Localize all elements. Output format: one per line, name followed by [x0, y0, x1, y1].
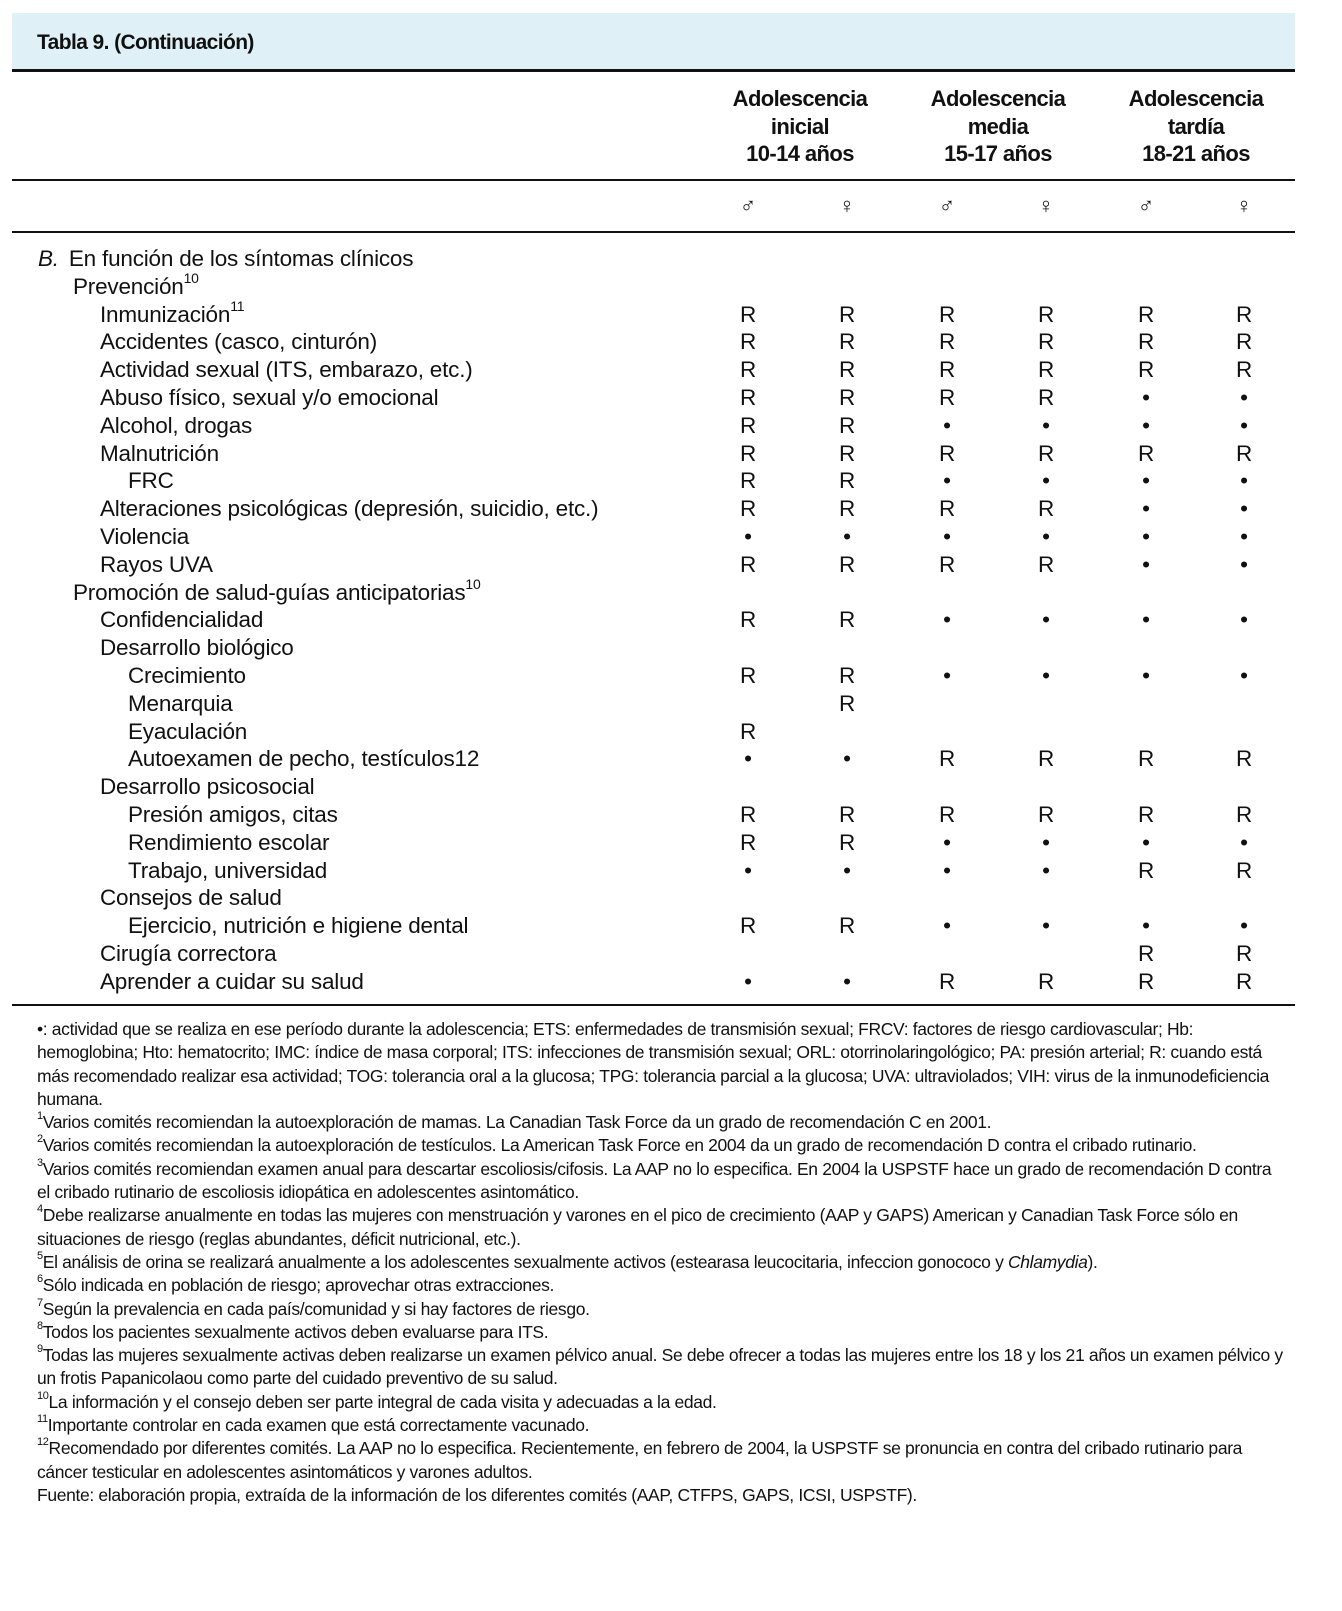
table-row: [0, 606, 1342, 634]
footnote: [37, 1344, 1287, 1391]
recommended-mark: R: [938, 968, 956, 994]
row-label-text: Trabajo, universidad: [128, 857, 328, 883]
recommended-mark: R: [1235, 357, 1253, 383]
recommended-mark: R: [739, 829, 757, 855]
activity-dot: •: [1042, 524, 1050, 549]
activity-dot: •: [1042, 663, 1050, 688]
row-label: [73, 269, 199, 301]
row-label: [128, 690, 233, 718]
recommended-mark: R: [739, 913, 757, 939]
table-row: [0, 356, 1342, 384]
footnote-text: Varios comités recomiendan examen anual para descartar escoliosis/cifosis. La AAP no lo especifica. En 2004 la USPSTF hace un grado de recomendación D contra el cribado rutinario de escoliosis idiopática en adolescentes asintomático.: [37, 1158, 1272, 1203]
footnote: [37, 1321, 1287, 1344]
recommended-mark: R: [1235, 746, 1253, 772]
footnote-text: •: actividad que se realiza en ese período durante la adolescencia; ETS: enfermedades de transmisión sexual; FRCV: factores de riesgo cardiovascular; Hb: hemoglobina; Hto: hematocrito; IMC: índice de masa corporal; ITS: infecciones de transmisión sexual; ORL: otorrinolaringológico; PA: presión arterial; R: cuando está más recomendado realizar esa actividad; TOG: tolerancia oral a la glucosa; TPG: tolerancia parcial a la glucosa; UVA: ultraviolados; VIH: virus de la inmunodeficiencia humana.: [37, 1019, 1270, 1109]
activity-dot: •: [943, 663, 951, 688]
footnote-number: 4: [37, 1203, 43, 1216]
row-label: [38, 245, 413, 273]
activity-dot: •: [1240, 663, 1248, 688]
recommended-mark: R: [1037, 357, 1055, 383]
recommended-mark: R: [838, 802, 856, 827]
footnote: [37, 1204, 1287, 1251]
row-label: [100, 523, 189, 551]
footnote: [37, 1018, 1287, 1111]
recommended-mark: R: [838, 440, 856, 466]
row-label-text: Abuso físico, sexual y/o emocional: [100, 385, 439, 410]
activity-dot: •: [1240, 607, 1248, 633]
recommended-mark: R: [838, 329, 856, 355]
row-label: [100, 773, 314, 801]
table-row: [0, 884, 1342, 912]
footnote-text: ).: [1087, 1251, 1098, 1272]
table-row: [0, 328, 1342, 356]
divider: [12, 231, 1295, 233]
recommended-mark: R: [938, 802, 956, 827]
recommended-mark: R: [838, 551, 856, 577]
row-label-text: Ejercicio, nutrición e higiene dental: [128, 913, 469, 939]
group-line: media: [967, 113, 1029, 139]
activity-dot: •: [1142, 663, 1150, 688]
row-label: [100, 968, 364, 996]
recommended-mark: R: [1037, 746, 1055, 772]
recommended-mark: R: [838, 829, 856, 855]
table-row: [0, 523, 1342, 551]
footnote: [37, 1437, 1287, 1484]
group-header-tardia: [1096, 85, 1296, 168]
row-label: [73, 575, 481, 607]
footnote-number: 10: [37, 1389, 49, 1402]
footnote-ref: 11: [230, 297, 245, 314]
row-label-text: Eyaculación: [128, 718, 248, 744]
row-label-text: Rayos UVA: [100, 551, 213, 577]
recommended-mark: R: [938, 357, 956, 383]
group-line: tardía: [1167, 113, 1225, 139]
recommended-mark: R: [838, 301, 856, 327]
footnote-text: Recomendado por diferentes comités. La AAP no lo especifica. Recientemente, en febrero de 2004, la USPSTF se pronuncia en contra del cribado rutinario para cáncer testicular en adolescentes asintomáticos y varones adultos.: [37, 1438, 1243, 1482]
footnote-text: Varios comités recomiendan la autoexploración de mamas. La Canadian Task Force da un grado de recomendación C en 2001.: [42, 1112, 992, 1133]
footnote: [37, 1251, 1287, 1274]
row-label: [128, 801, 338, 829]
activity-dot: •: [1142, 524, 1150, 549]
table-row: [0, 495, 1342, 523]
activity-dot: •: [1240, 468, 1248, 494]
footnote-number: 12: [37, 1436, 49, 1449]
recommended-mark: R: [1235, 301, 1253, 327]
activity-dot: •: [1042, 607, 1050, 633]
row-label: [100, 297, 245, 329]
footnote-number: 5: [37, 1249, 43, 1262]
footnote-number: 7: [37, 1296, 43, 1309]
recommended-mark: R: [1137, 968, 1155, 994]
recommended-mark: R: [739, 329, 757, 355]
recommended-mark: R: [1235, 968, 1253, 994]
table-title: Tabla 9. (Continuación): [37, 31, 254, 54]
recommended-mark: R: [1137, 329, 1155, 355]
row-label-text: FRC: [128, 468, 174, 494]
footnote-text: El análisis de orina se realizará anualmente a los adolescentes sexualmente activos (estearasa leucocitaria, infeccion gonococo y: [42, 1251, 1008, 1272]
table-row: [0, 297, 1342, 329]
row-label-text: Menarquia: [128, 690, 233, 716]
activity-dot: •: [1142, 913, 1150, 939]
activity-dot: •: [1042, 412, 1050, 438]
footnote-number: 2: [37, 1133, 43, 1146]
section-letter: B.: [38, 246, 59, 271]
activity-dot: •: [1240, 551, 1248, 577]
activity-dot: •: [1042, 829, 1050, 855]
footnote-text: Todos los pacientes sexualmente activos deben evaluarse para ITS.: [42, 1321, 549, 1342]
group-line: 15-17 años: [944, 141, 1052, 166]
activity-dot: •: [744, 524, 752, 549]
table-row: [0, 940, 1342, 968]
table-row: [0, 690, 1342, 718]
recommended-mark: R: [938, 440, 956, 466]
activity-dot: •: [843, 524, 851, 549]
row-label-text: Promoción de salud-guías anticipatorias: [73, 579, 466, 605]
table-row: [0, 662, 1342, 690]
group-line: Adolescencia: [732, 86, 868, 111]
recommended-mark: R: [1137, 802, 1155, 827]
table-row: [0, 467, 1342, 495]
footnote-number: 1: [37, 1110, 43, 1123]
footnote-text: Debe realizarse anualmente en todas las mujeres con menstruación y varones en el pico de crecimiento (AAP y GAPS) American y Canadian Task Force sólo en situaciones de riesgo (reglas abundantes, déficit nutricional, etc.).: [37, 1205, 1238, 1249]
row-label-text: Crecimiento: [128, 663, 246, 688]
table-row: [0, 384, 1342, 412]
recommended-mark: R: [1037, 301, 1055, 327]
footnote-ref: 10: [465, 575, 481, 592]
activity-dot: •: [1142, 551, 1150, 577]
footnote-ref: 10: [183, 269, 199, 286]
row-label: [100, 606, 263, 634]
activity-dot: •: [943, 524, 951, 549]
footnote-text: Sólo indicada en población de riesgo; aprovechar otras extracciones.: [42, 1275, 555, 1296]
footnote: [37, 1274, 1287, 1297]
recommended-mark: R: [1037, 496, 1055, 522]
row-label: [100, 412, 252, 440]
recommended-mark: R: [1137, 941, 1155, 966]
footnote: [37, 1391, 1287, 1414]
table-row: [0, 551, 1342, 579]
activity-dot: •: [1142, 607, 1150, 633]
recommended-mark: R: [1037, 802, 1055, 827]
footnote-text: Según la prevalencia en cada país/comunidad y si hay factores de riesgo.: [42, 1298, 590, 1319]
row-label: [128, 662, 246, 690]
activity-dot: •: [1240, 412, 1248, 438]
group-line: Adolescencia: [1128, 86, 1264, 111]
recommended-mark: R: [739, 496, 757, 522]
footnotes: [37, 1018, 1287, 1507]
activity-dot: •: [1042, 468, 1050, 494]
table-row: [0, 440, 1342, 468]
recommended-mark: R: [1137, 301, 1155, 327]
row-label: [128, 912, 468, 940]
footnote: [37, 1298, 1287, 1321]
row-label: [100, 940, 276, 968]
activity-dot: •: [744, 968, 752, 994]
footnote: [37, 1111, 1287, 1134]
row-label-text: Violencia: [100, 524, 190, 549]
recommended-mark: R: [838, 913, 856, 939]
recommended-mark: R: [1137, 857, 1155, 883]
recommended-mark: R: [838, 385, 856, 410]
footnote-text: La información y el consejo deben ser parte integral de cada visita y adecuadas a la edad.: [48, 1391, 717, 1412]
recommended-mark: R: [938, 551, 956, 577]
recommended-mark: R: [739, 551, 757, 577]
recommended-mark: R: [1137, 746, 1155, 772]
recommended-mark: R: [739, 412, 757, 438]
footnote-text: Importante controlar en cada examen que está correctamente vacunado.: [47, 1415, 590, 1436]
table-row: [0, 575, 1342, 607]
table-row: [0, 745, 1342, 773]
activity-dot: •: [1240, 496, 1248, 522]
row-label: [100, 551, 213, 579]
footnote: [37, 1484, 1287, 1507]
row-label-text: Inmunización: [100, 301, 231, 327]
footnote-text: Varios comités recomiendan la autoexploración de testículos. La American Task Force en 2004 da un grado de recomendación D contra el cribado rutinario.: [42, 1135, 1197, 1156]
recommended-mark: R: [739, 663, 757, 688]
row-label: [100, 384, 438, 412]
recommended-mark: R: [938, 746, 956, 772]
group-header-inicial: [700, 85, 900, 168]
female-icon: ♀: [1037, 193, 1055, 218]
male-icon: ♂: [938, 193, 956, 218]
footnote-number: 9: [37, 1343, 43, 1356]
row-label: [100, 356, 473, 384]
recommended-mark: R: [1037, 551, 1055, 577]
row-label: [100, 440, 219, 468]
activity-dot: •: [1240, 385, 1248, 410]
activity-dot: •: [744, 746, 752, 772]
group-line: Adolescencia: [930, 86, 1066, 111]
footnote: [37, 1134, 1287, 1157]
row-label: [100, 634, 294, 662]
recommended-mark: R: [838, 496, 856, 522]
divider: [12, 69, 1295, 72]
recommended-mark: R: [1037, 968, 1055, 994]
male-icon: ♂: [1137, 193, 1155, 218]
group-line: 18-21 años: [1142, 141, 1250, 166]
recommended-mark: R: [1037, 329, 1055, 355]
row-label-text: Aprender a cuidar su salud: [100, 968, 364, 994]
recommended-mark: R: [938, 301, 956, 327]
row-label: [128, 857, 327, 885]
activity-dot: •: [1142, 385, 1150, 410]
activity-dot: •: [1042, 857, 1050, 883]
recommended-mark: R: [838, 690, 856, 716]
recommended-mark: R: [838, 663, 856, 688]
recommended-mark: R: [739, 607, 757, 633]
recommended-mark: R: [739, 440, 757, 466]
footnote: [37, 1414, 1287, 1437]
recommended-mark: R: [838, 607, 856, 633]
activity-dot: •: [943, 913, 951, 939]
activity-dot: •: [943, 412, 951, 438]
row-label-text: Cirugía correctora: [100, 941, 277, 966]
row-label-text: Desarrollo psicosocial: [100, 774, 315, 800]
row-label-text: Malnutrición: [100, 440, 219, 466]
recommended-mark: R: [739, 718, 757, 744]
recommended-mark: R: [1137, 357, 1155, 383]
footnote-number: 11: [37, 1413, 48, 1426]
activity-dot: •: [843, 968, 851, 994]
recommended-mark: R: [1235, 802, 1253, 827]
recommended-mark: R: [838, 412, 856, 438]
row-label-text: Alcohol, drogas: [100, 412, 253, 438]
recommended-mark: R: [739, 468, 757, 494]
table-row: [0, 773, 1342, 801]
table-row: [0, 801, 1342, 829]
row-label: [128, 829, 329, 857]
activity-dot: •: [943, 829, 951, 855]
row-label-text: Rendimiento escolar: [128, 829, 330, 855]
row-label-text: Consejos de salud: [100, 885, 282, 911]
footnote-number: 6: [37, 1273, 43, 1286]
footnote-number: 8: [37, 1319, 43, 1332]
recommended-mark: R: [1235, 857, 1253, 883]
row-label: [128, 718, 247, 746]
female-icon: ♀: [838, 193, 856, 218]
male-icon: ♂: [739, 193, 757, 218]
table-row: [0, 634, 1342, 662]
recommended-mark: R: [938, 385, 956, 410]
recommended-mark: R: [1037, 385, 1055, 410]
activity-dot: •: [843, 857, 851, 883]
row-label-text: Accidentes (casco, cinturón): [100, 329, 378, 355]
row-label-text: Alteraciones psicológicas (depresión, suicidio, etc.): [100, 496, 599, 522]
row-label-text: Presión amigos, citas: [128, 802, 338, 827]
table-row: [0, 718, 1342, 746]
activity-dot: •: [1142, 468, 1150, 494]
footnote: [37, 1158, 1287, 1205]
footnote-text: Todas las mujeres sexualmente activas deben realizarse un examen pélvico anual. Se debe ofrecer a todas las mujeres entre los 18 y los 21 años un examen pélvico y un frotis Papanicolaou como parte del cuidado preventivo de su salud.: [37, 1345, 1283, 1389]
recommended-mark: R: [838, 468, 856, 494]
footnote-number: 3: [37, 1156, 43, 1169]
recommended-mark: R: [938, 496, 956, 522]
activity-dot: •: [744, 857, 752, 883]
recommended-mark: R: [1235, 440, 1253, 466]
female-icon: ♀: [1235, 193, 1253, 218]
recommended-mark: R: [739, 802, 757, 827]
recommended-mark: R: [739, 385, 757, 410]
row-label: [100, 328, 377, 356]
activity-dot: •: [1240, 913, 1248, 939]
row-label-text: Prevención: [73, 273, 184, 299]
row-label-text: En función de los síntomas clínicos: [68, 246, 414, 271]
divider: [12, 179, 1295, 181]
row-label-text: Desarrollo biológico: [100, 635, 294, 661]
activity-dot: •: [1240, 524, 1248, 549]
recommended-mark: R: [1235, 329, 1253, 355]
recommended-mark: R: [838, 357, 856, 383]
table-row: [0, 912, 1342, 940]
divider: [12, 1004, 1295, 1006]
activity-dot: •: [1042, 913, 1050, 939]
row-label: [100, 884, 282, 912]
activity-dot: •: [943, 857, 951, 883]
activity-dot: •: [943, 468, 951, 494]
recommended-mark: R: [739, 357, 757, 383]
activity-dot: •: [843, 746, 851, 772]
row-label-text: Confidencialidad: [100, 607, 264, 633]
group-header-media: [898, 85, 1098, 168]
table-row: [0, 968, 1342, 996]
row-label-text: Autoexamen de pecho, testículos12: [128, 746, 480, 772]
row-label: [128, 467, 174, 495]
row-label: [128, 745, 479, 773]
activity-dot: •: [1142, 412, 1150, 438]
recommended-mark: R: [1235, 941, 1253, 966]
activity-dot: •: [943, 607, 951, 633]
group-line: inicial: [770, 113, 830, 139]
row-label: [100, 495, 598, 523]
recommended-mark: R: [938, 329, 956, 355]
recommended-mark: R: [1037, 440, 1055, 466]
group-line: 10-14 años: [746, 141, 854, 166]
recommended-mark: R: [1137, 440, 1155, 466]
table-row: [0, 412, 1342, 440]
table-row: [0, 829, 1342, 857]
row-label-text: Actividad sexual (ITS, embarazo, etc.): [100, 357, 473, 383]
table-row: [0, 269, 1342, 301]
footnote-italic: Chlamydia: [1007, 1251, 1088, 1272]
activity-dot: •: [1142, 496, 1150, 522]
recommended-mark: R: [739, 301, 757, 327]
activity-dot: •: [1142, 829, 1150, 855]
table-row: [0, 245, 1342, 273]
table-row: [0, 857, 1342, 885]
activity-dot: •: [1240, 829, 1248, 855]
footnote-text: Fuente: elaboración propia, extraída de la información de los diferentes comités (AAP, CTFPS, GAPS, ICSI, USPSTF).: [37, 1484, 917, 1505]
